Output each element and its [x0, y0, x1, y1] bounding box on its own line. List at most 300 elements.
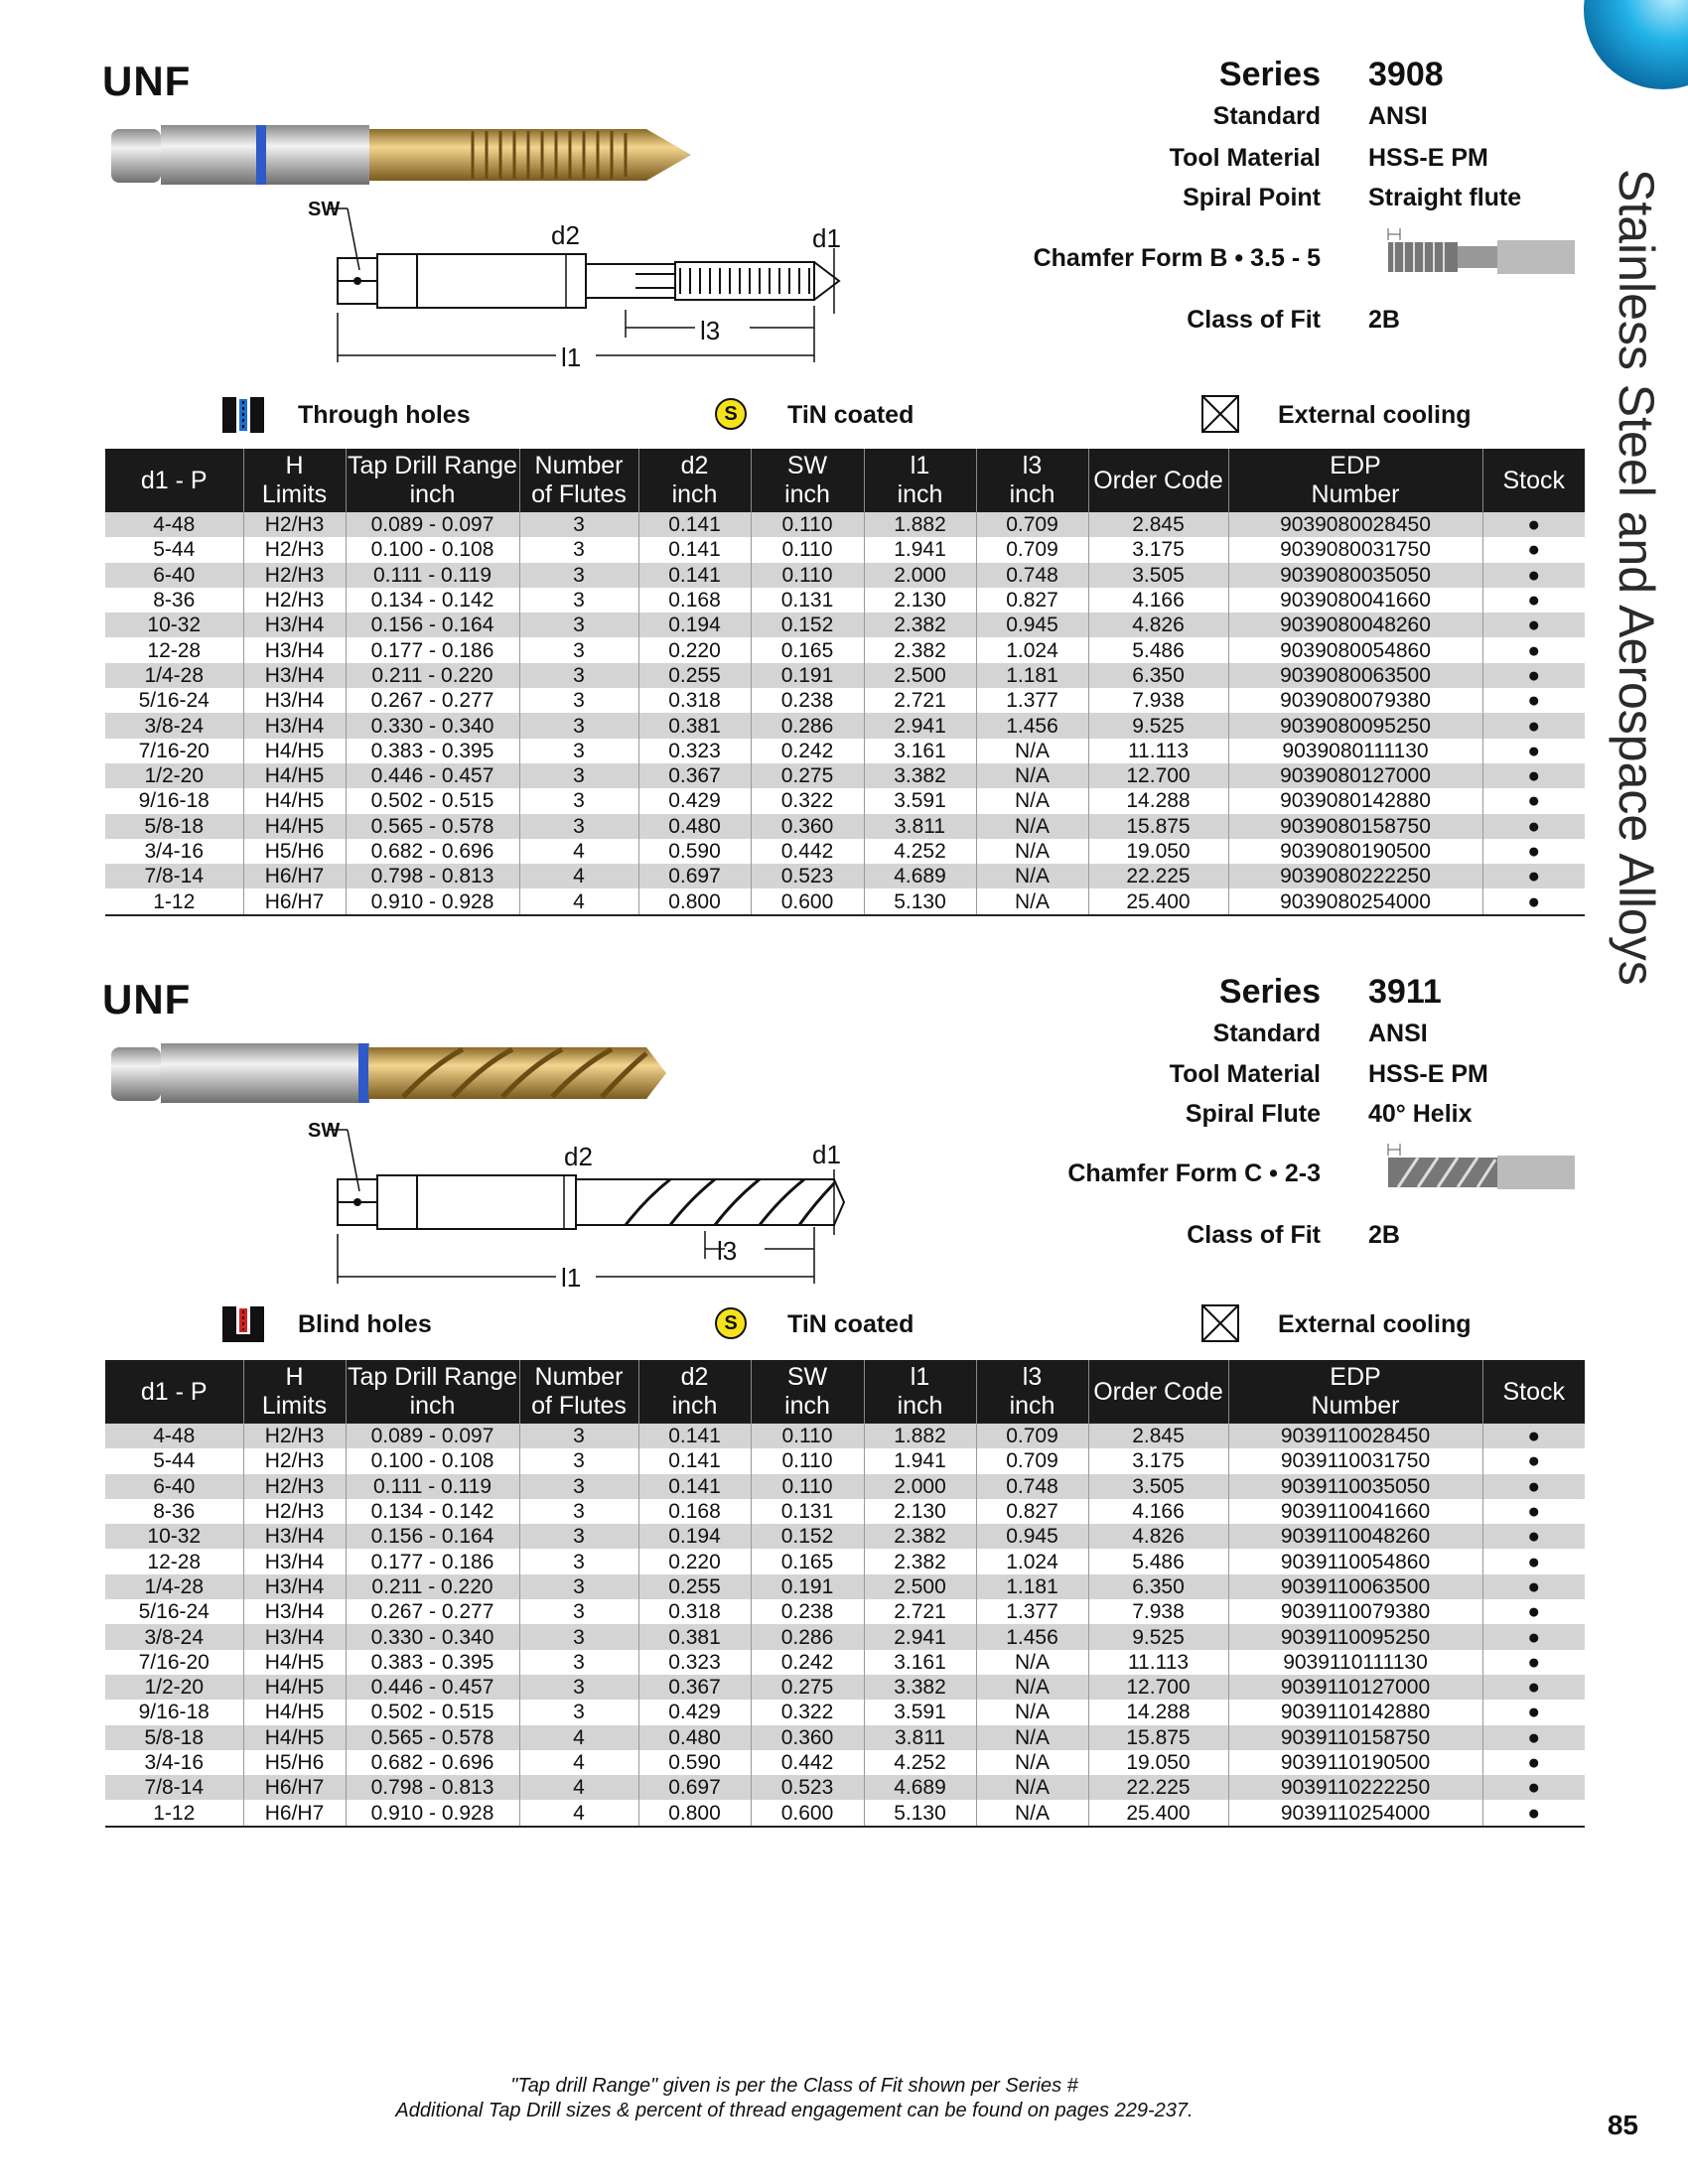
- cell-l1: 4.689: [864, 1775, 976, 1800]
- cell-sw: 0.110: [751, 563, 864, 588]
- cell-edp-number: 9039110031750: [1228, 1448, 1482, 1473]
- cell-l1: 2.941: [864, 1624, 976, 1649]
- cell-h-limits: H3/H4: [243, 637, 346, 662]
- cell-number-of-flutes: 3: [519, 1424, 638, 1448]
- table-row: [105, 1675, 1585, 1700]
- cell-d2: 0.220: [638, 1549, 751, 1573]
- side-section-title: Stainless Steel and Aerospace Alloys: [1609, 169, 1664, 986]
- cell-edp-number: 9039110041660: [1228, 1499, 1482, 1524]
- cell-tap-drill-range: 0.100 - 0.108: [346, 1448, 519, 1473]
- table-row: [105, 763, 1585, 788]
- table-row: [105, 739, 1585, 763]
- spec-label-flute: Spiral Point: [1183, 184, 1321, 211]
- cell-number-of-flutes: 3: [519, 1474, 638, 1499]
- spec-value-flute-2: 40° Helix: [1368, 1100, 1473, 1128]
- table-row: [105, 1474, 1585, 1499]
- cell-l3: 1.181: [976, 663, 1088, 688]
- cell-thread-size: 9/16-18: [138, 1701, 210, 1724]
- cell-l1: 3.811: [864, 1725, 976, 1750]
- cell-edp-number: 9039110054860: [1228, 1549, 1482, 1573]
- cell-l3: N/A: [976, 1700, 1088, 1724]
- cell-number-of-flutes: 3: [519, 763, 638, 788]
- cell-edp-number: 9039080028450: [1228, 512, 1482, 537]
- cell-h-limits: H6/H7: [243, 864, 346, 888]
- cell-d2: 0.220: [638, 637, 751, 662]
- table-row: [105, 512, 1585, 537]
- cell-edp-number: 9039080095250: [1228, 713, 1482, 738]
- cell-l1: 3.161: [864, 1650, 976, 1675]
- cell-edp-number: 9039080190500: [1228, 839, 1482, 864]
- corner-blue-sphere: [1569, 0, 1688, 99]
- cell-number-of-flutes: 3: [519, 1599, 638, 1624]
- spec-label-standard-2: Standard: [1212, 1020, 1321, 1047]
- cell-number-of-flutes: 3: [519, 1650, 638, 1675]
- cell-sw: 0.110: [751, 537, 864, 562]
- cell-sw: 0.286: [751, 713, 864, 738]
- cell-order-code: 3.505: [1088, 563, 1228, 588]
- table-row: [105, 1624, 1585, 1649]
- cell-edp-number: 9039110222250: [1228, 1775, 1482, 1800]
- dim-label-l3-2: l3: [717, 1236, 738, 1266]
- cell-number-of-flutes: 3: [519, 512, 638, 537]
- chamfer-form-label: Chamfer Form B • 3.5 - 5: [1033, 244, 1321, 272]
- cell-thread-size: 3/8-24: [105, 1624, 243, 1649]
- cell-thread-size: 3/4-16: [144, 840, 205, 863]
- cell-stock: ●: [1482, 713, 1585, 738]
- cell-number-of-flutes: 3: [519, 663, 638, 688]
- cell-d2: 0.141: [638, 512, 751, 537]
- spec-value-tool-material: HSS-E PM: [1368, 144, 1488, 172]
- cell-stock: ●: [1482, 864, 1585, 888]
- cell-thread-size: 5/16-24: [138, 689, 210, 713]
- cell-tap-drill-range: 0.682 - 0.696: [346, 839, 519, 864]
- column-header-thread-size: d1 - P: [105, 1360, 243, 1424]
- cell-d2: 0.168: [638, 1499, 751, 1524]
- cell-edp-number: 9039080079380: [1228, 688, 1482, 713]
- column-header-number-of-flutes: Number of Flutes: [519, 1360, 638, 1424]
- cell-tap-drill-range: 0.330 - 0.340: [346, 1624, 519, 1649]
- cell-sw: 0.131: [751, 588, 864, 613]
- cell-l3: N/A: [976, 839, 1088, 864]
- column-header-order-code: Order Code: [1088, 1360, 1228, 1424]
- cell-stock: ●: [1482, 763, 1585, 788]
- cell-l3: 1.456: [976, 1624, 1088, 1649]
- table-row: [105, 888, 1585, 914]
- dim-label-d2: d2: [551, 220, 580, 250]
- cell-tap-drill-range: 0.565 - 0.578: [346, 814, 519, 839]
- cell-sw: 0.523: [751, 864, 864, 888]
- cell-number-of-flutes: 3: [519, 1624, 638, 1649]
- cell-edp-number: 9039080035050: [1228, 563, 1482, 588]
- cell-l1: 1.941: [864, 537, 976, 562]
- cell-sw: 0.523: [751, 1775, 864, 1800]
- cell-thread-size: 7/16-20: [138, 739, 210, 762]
- cell-tap-drill-range: 0.177 - 0.186: [346, 1549, 519, 1573]
- class-of-fit-label-2: Class of Fit: [1187, 1221, 1321, 1249]
- cell-h-limits: H6/H7: [243, 888, 346, 914]
- cell-l3: 1.024: [976, 637, 1088, 662]
- cell-number-of-flutes: 4: [519, 1775, 638, 1800]
- cell-number-of-flutes: 3: [519, 688, 638, 713]
- cell-order-code: 11.113: [1088, 739, 1228, 763]
- cell-number-of-flutes: 4: [519, 839, 638, 864]
- cell-l1: 2.382: [864, 1524, 976, 1549]
- cell-thread-size: 1/4-28: [105, 1574, 243, 1599]
- cell-thread-size: 4-48: [105, 1424, 243, 1448]
- cell-h-limits: H2/H3: [243, 588, 346, 613]
- cell-order-code: 14.288: [1088, 1700, 1228, 1724]
- cell-sw: 0.275: [751, 1675, 864, 1700]
- cell-d2: 0.255: [638, 1574, 751, 1599]
- column-header-l1: l1 inch: [864, 1360, 976, 1424]
- feature-coating: TiN coated: [787, 401, 914, 429]
- cell-sw: 0.131: [751, 1499, 864, 1524]
- table-row: [105, 1599, 1585, 1624]
- cell-sw: 0.322: [751, 788, 864, 813]
- column-header-stock: Stock: [1482, 1360, 1585, 1424]
- cell-sw: 0.286: [751, 1624, 864, 1649]
- page-number: 85: [1607, 2110, 1638, 2140]
- cell-thread-size: 3/4-16: [144, 1751, 205, 1774]
- cell-sw: 0.238: [751, 688, 864, 713]
- cell-edp-number: 9039110048260: [1228, 1524, 1482, 1549]
- table-row: [105, 588, 1585, 613]
- cell-l3: N/A: [976, 1675, 1088, 1700]
- cell-l1: 2.941: [864, 713, 976, 738]
- cell-l1: 2.382: [864, 637, 976, 662]
- cell-stock: ●: [1482, 512, 1585, 537]
- external-cooling-icon-2: [1201, 1304, 1239, 1342]
- cell-stock: ●: [1482, 613, 1585, 637]
- cell-h-limits: H6/H7: [243, 1800, 346, 1826]
- cell-l1: 2.382: [864, 1549, 976, 1573]
- cell-h-limits: H4/H5: [243, 1700, 346, 1724]
- cell-h-limits: H3/H4: [243, 1624, 346, 1649]
- table-row: [105, 814, 1585, 839]
- column-header-h-limits: H Limits: [243, 1360, 346, 1424]
- cell-sw: 0.152: [751, 613, 864, 637]
- cell-tap-drill-range: 0.910 - 0.928: [346, 888, 519, 914]
- cell-order-code: 4.166: [1088, 588, 1228, 613]
- cell-stock: ●: [1482, 1650, 1585, 1675]
- cell-thread-size: 10-32: [105, 613, 243, 637]
- cell-h-limits: H4/H5: [243, 814, 346, 839]
- cell-sw: 0.110: [751, 512, 864, 537]
- dim-label-sw: SW: [308, 199, 341, 220]
- cell-stock: ●: [1482, 1624, 1585, 1649]
- section-1-heading: UNF: [102, 58, 192, 104]
- cell-number-of-flutes: 3: [519, 588, 638, 613]
- table-row: [105, 839, 1585, 864]
- cell-stock: ●: [1482, 688, 1585, 713]
- cell-order-code: 3.505: [1088, 1474, 1228, 1499]
- cell-l3: N/A: [976, 739, 1088, 763]
- spec-label-tool-material-2: Tool Material: [1169, 1060, 1321, 1088]
- spec-value-tool-material-2: HSS-E PM: [1368, 1060, 1488, 1088]
- cell-sw: 0.242: [751, 1650, 864, 1675]
- table-row: [105, 537, 1585, 562]
- cell-d2: 0.323: [638, 1650, 751, 1675]
- cell-thread-size: 7/8-14: [105, 1775, 243, 1800]
- dim-label-d1: d1: [812, 223, 841, 253]
- table-header-row: [105, 449, 1585, 512]
- chamfer-form-c-icon: [1378, 1142, 1577, 1203]
- cell-l3: 1.024: [976, 1549, 1088, 1573]
- cell-number-of-flutes: 3: [519, 1700, 638, 1724]
- table-row: [105, 1750, 1585, 1775]
- cell-thread-size: 6-40: [105, 563, 243, 588]
- cell-sw: 0.242: [751, 739, 864, 763]
- cell-l3: N/A: [976, 864, 1088, 888]
- cell-number-of-flutes: 3: [519, 613, 638, 637]
- cell-number-of-flutes: 4: [519, 1800, 638, 1826]
- cell-tap-drill-range: 0.156 - 0.164: [346, 1524, 519, 1549]
- spec-value-flute: Straight flute: [1368, 184, 1522, 211]
- table-row: [105, 1800, 1585, 1826]
- feature-cooling-2: External cooling: [1278, 1310, 1472, 1338]
- tap-photo-straight-flute: [105, 107, 701, 206]
- cell-d2: 0.141: [638, 1474, 751, 1499]
- table-row: [105, 1524, 1585, 1549]
- column-header-tap-drill-range: Tap Drill Range inch: [346, 1360, 519, 1424]
- cell-thread-size: 5/16-24: [138, 1600, 210, 1624]
- table-row: [105, 788, 1585, 813]
- cell-number-of-flutes: 3: [519, 637, 638, 662]
- cell-thread-size: 5-44: [153, 538, 196, 562]
- cell-d2: 0.800: [638, 1800, 751, 1826]
- cell-l3: N/A: [976, 1650, 1088, 1675]
- cell-stock: ●: [1482, 1574, 1585, 1599]
- cell-edp-number: 9039110254000: [1228, 1800, 1482, 1826]
- table-row: [105, 864, 1585, 888]
- cell-l1: 2.721: [864, 688, 976, 713]
- cell-d2: 0.800: [638, 888, 751, 914]
- cell-order-code: 25.400: [1088, 1800, 1228, 1826]
- cell-l3: N/A: [976, 1800, 1088, 1826]
- cell-order-code: 5.486: [1088, 637, 1228, 662]
- cell-tap-drill-range: 0.134 - 0.142: [346, 588, 519, 613]
- column-header-d2: d2 inch: [638, 1360, 751, 1424]
- class-of-fit-value: 2B: [1368, 306, 1400, 334]
- cell-tap-drill-range: 0.100 - 0.108: [346, 537, 519, 562]
- cell-thread-size: 12-28: [147, 638, 202, 662]
- cell-d2: 0.141: [638, 1448, 751, 1473]
- cell-thread-size: 10-32: [105, 1524, 243, 1549]
- spec-table-3911: [105, 1360, 1585, 1828]
- cell-d2: 0.697: [638, 864, 751, 888]
- column-header-h-limits: H Limits: [243, 449, 346, 512]
- cell-thread-size: 3/8-24: [105, 713, 243, 738]
- cell-stock: ●: [1482, 1599, 1585, 1624]
- cell-l1: 2.382: [864, 613, 976, 637]
- cell-d2: 0.367: [638, 763, 751, 788]
- column-header-number-of-flutes: Number of Flutes: [519, 449, 638, 512]
- cell-tap-drill-range: 0.134 - 0.142: [346, 1499, 519, 1524]
- cell-l1: 2.721: [864, 1599, 976, 1624]
- cell-stock: ●: [1482, 1499, 1585, 1524]
- cell-edp-number: 9039080041660: [1228, 588, 1482, 613]
- cell-order-code: 22.225: [1088, 1775, 1228, 1800]
- cell-d2: 0.323: [638, 739, 751, 763]
- cell-h-limits: H4/H5: [243, 1650, 346, 1675]
- cell-sw: 0.110: [751, 1474, 864, 1499]
- table-row: [105, 1725, 1585, 1750]
- cell-h-limits: H4/H5: [243, 739, 346, 763]
- cell-h-limits: H2/H3: [243, 563, 346, 588]
- cell-thread-size: 7/16-20: [138, 1650, 210, 1674]
- cell-tap-drill-range: 0.156 - 0.164: [346, 613, 519, 637]
- spec-label-flute-2: Spiral Flute: [1185, 1100, 1321, 1128]
- cell-order-code: 12.700: [1088, 1675, 1228, 1700]
- cell-h-limits: H3/H4: [243, 1574, 346, 1599]
- cell-order-code: 15.875: [1088, 814, 1228, 839]
- table-body: [105, 1424, 1585, 1827]
- cell-h-limits: H3/H4: [243, 1524, 346, 1549]
- series-label-2: Series: [1218, 973, 1321, 1011]
- cell-number-of-flutes: 3: [519, 1574, 638, 1599]
- column-header-sw: SW inch: [751, 449, 864, 512]
- cell-l3: 0.709: [976, 1424, 1088, 1448]
- chamfer-form-b-icon: [1378, 226, 1577, 288]
- cell-tap-drill-range: 0.798 - 0.813: [346, 1775, 519, 1800]
- cell-order-code: 19.050: [1088, 839, 1228, 864]
- table-row: [105, 1549, 1585, 1573]
- column-header-order-code: Order Code: [1088, 449, 1228, 512]
- coating-icon-2: S: [715, 1307, 747, 1339]
- cell-edp-number: 9039110035050: [1228, 1474, 1482, 1499]
- cell-edp-number: 9039080222250: [1228, 864, 1482, 888]
- class-of-fit-value-2: 2B: [1368, 1221, 1400, 1249]
- cell-number-of-flutes: 3: [519, 1675, 638, 1700]
- cell-d2: 0.429: [638, 788, 751, 813]
- cell-d2: 0.255: [638, 663, 751, 688]
- cell-h-limits: H3/H4: [243, 1599, 346, 1624]
- cell-stock: ●: [1482, 814, 1585, 839]
- cell-edp-number: 9039080031750: [1228, 537, 1482, 562]
- cell-l1: 3.591: [864, 1700, 976, 1724]
- section-2-heading: UNF: [102, 976, 192, 1023]
- cell-thread-size: 12-28: [147, 1550, 202, 1573]
- cell-l1: 2.000: [864, 1474, 976, 1499]
- dim-label-l1: l1: [561, 342, 582, 372]
- spec-value-standard-2: ANSI: [1368, 1020, 1428, 1047]
- cell-order-code: 2.845: [1088, 512, 1228, 537]
- cell-sw: 0.442: [751, 1750, 864, 1775]
- chamfer-form-label-2: Chamfer Form C • 2-3: [1067, 1160, 1321, 1187]
- cell-sw: 0.322: [751, 1700, 864, 1724]
- cell-l3: 0.748: [976, 563, 1088, 588]
- spec-label-tool-material: Tool Material: [1169, 144, 1321, 172]
- cell-stock: ●: [1482, 537, 1585, 562]
- cell-stock: ●: [1482, 1424, 1585, 1448]
- tap-photo-spiral-flute: [105, 1025, 701, 1125]
- cell-number-of-flutes: 4: [519, 864, 638, 888]
- cell-l1: 2.130: [864, 1499, 976, 1524]
- cell-l1: 3.811: [864, 814, 976, 839]
- cell-tap-drill-range: 0.330 - 0.340: [346, 713, 519, 738]
- spec-label-standard: Standard: [1212, 102, 1321, 130]
- column-header-tap-drill-range: Tap Drill Range inch: [346, 449, 519, 512]
- cell-thread-size: 1/2-20: [105, 1675, 243, 1700]
- cell-stock: ●: [1482, 588, 1585, 613]
- through-holes-icon: [222, 397, 264, 433]
- cell-d2: 0.318: [638, 1599, 751, 1624]
- cell-l1: 5.130: [864, 888, 976, 914]
- column-header-l3: l3 inch: [976, 1360, 1088, 1424]
- cell-thread-size: 8-36: [153, 1500, 196, 1524]
- cell-l3: N/A: [976, 814, 1088, 839]
- footnote-line-2: Additional Tap Drill sizes & percent of thread engagement can be found on pages 229-237.: [395, 2100, 1194, 2121]
- cell-order-code: 19.050: [1088, 1750, 1228, 1775]
- cell-d2: 0.318: [638, 688, 751, 713]
- table-row: [105, 563, 1585, 588]
- cell-tap-drill-range: 0.383 - 0.395: [346, 1650, 519, 1675]
- cell-sw: 0.191: [751, 1574, 864, 1599]
- cell-l3: N/A: [976, 888, 1088, 914]
- cell-l1: 1.941: [864, 1448, 976, 1473]
- cell-d2: 0.480: [638, 814, 751, 839]
- cell-stock: ●: [1482, 1524, 1585, 1549]
- table-row: [105, 1424, 1585, 1448]
- cell-sw: 0.442: [751, 839, 864, 864]
- cell-d2: 0.590: [638, 839, 751, 864]
- table-row: [105, 613, 1585, 637]
- cell-edp-number: 9039110142880: [1228, 1700, 1482, 1724]
- cell-edp-number: 9039110063500: [1228, 1574, 1482, 1599]
- cell-tap-drill-range: 0.565 - 0.578: [346, 1725, 519, 1750]
- table-body: [105, 512, 1585, 915]
- cell-order-code: 2.845: [1088, 1424, 1228, 1448]
- cell-h-limits: H4/H5: [243, 788, 346, 813]
- feature-holes-2: Blind holes: [298, 1310, 432, 1338]
- cell-h-limits: H2/H3: [243, 1448, 346, 1473]
- cell-d2: 0.141: [638, 563, 751, 588]
- cell-order-code: 7.938: [1088, 688, 1228, 713]
- cell-thread-size: 8-36: [153, 589, 196, 613]
- cell-edp-number: 9039110158750: [1228, 1725, 1482, 1750]
- cell-d2: 0.590: [638, 1750, 751, 1775]
- cell-d2: 0.367: [638, 1675, 751, 1700]
- table-row: [105, 663, 1585, 688]
- series-value-2: 3911: [1368, 973, 1442, 1011]
- cell-h-limits: H2/H3: [243, 512, 346, 537]
- cell-stock: ●: [1482, 663, 1585, 688]
- cell-edp-number: 9039080111130: [1228, 739, 1482, 763]
- cell-order-code: 9.525: [1088, 1624, 1228, 1649]
- cell-number-of-flutes: 4: [519, 1750, 638, 1775]
- column-header-sw: SW inch: [751, 1360, 864, 1424]
- cell-edp-number: 9039080063500: [1228, 663, 1482, 688]
- spec-value-standard: ANSI: [1368, 102, 1428, 130]
- cell-l3: 1.181: [976, 1574, 1088, 1599]
- cell-edp-number: 9039110190500: [1228, 1750, 1482, 1775]
- cell-order-code: 4.826: [1088, 1524, 1228, 1549]
- cell-thread-size: 1/2-20: [105, 763, 243, 788]
- dim-label-l1-2: l1: [561, 1263, 582, 1293]
- dim-label-d2-2: d2: [564, 1142, 593, 1171]
- cell-order-code: 12.700: [1088, 763, 1228, 788]
- cell-sw: 0.110: [751, 1424, 864, 1448]
- cell-stock: ●: [1482, 1800, 1585, 1826]
- class-of-fit-label: Class of Fit: [1187, 306, 1321, 334]
- cell-order-code: 4.166: [1088, 1499, 1228, 1524]
- cell-l1: 4.689: [864, 864, 976, 888]
- cell-tap-drill-range: 0.267 - 0.277: [346, 1599, 519, 1624]
- cell-tap-drill-range: 0.446 - 0.457: [346, 763, 519, 788]
- cell-stock: ●: [1482, 1474, 1585, 1499]
- cell-l1: 3.161: [864, 739, 976, 763]
- coating-icon: S: [715, 398, 747, 430]
